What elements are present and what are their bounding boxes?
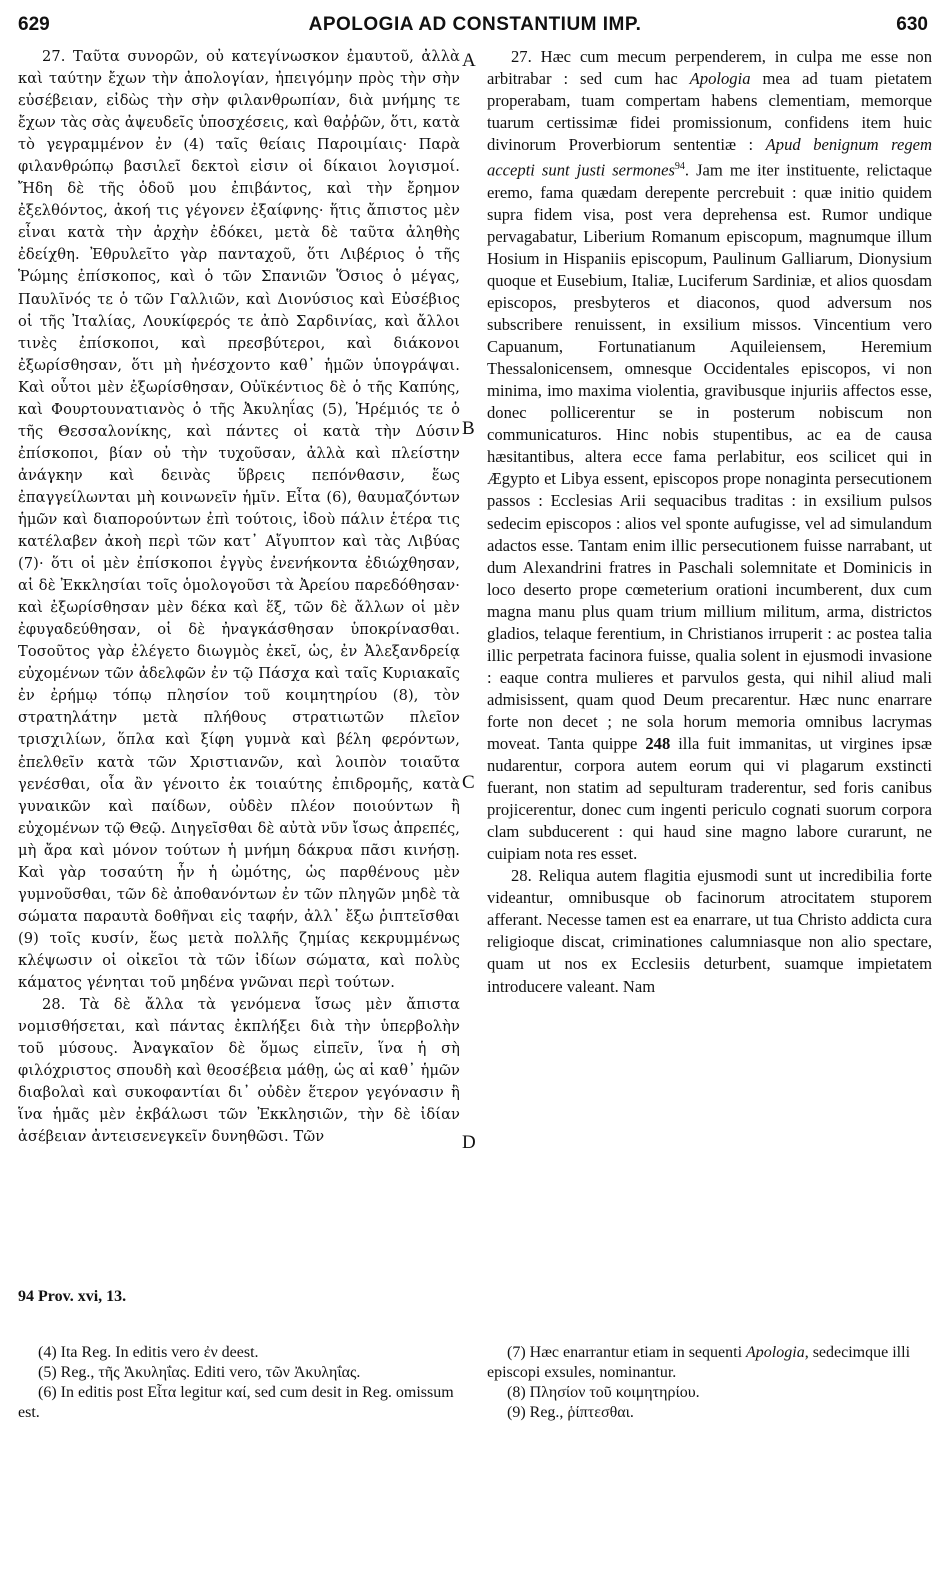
right-page-number: 630 (896, 14, 928, 35)
latin-text: mea ad tuam pietatem properabam, tuam compertam habens clementiam, memorque tuarum certissimæ fidei promissionum, confidens item huic divinorum Proverbiorum sententiæ : (487, 69, 933, 155)
margin-letter-a: A (462, 50, 476, 71)
note-4: (4) Ita Reg. In editis vero ἐν deest. (38, 1344, 259, 1361)
greek-column (18, 46, 460, 1148)
notes-left (18, 1343, 458, 1423)
note-6: (6) In editis post Εἶτα legitur καί, sed cum desit in Reg. omissum est. (18, 1384, 454, 1421)
margin-letter-c: C (462, 772, 475, 793)
note-5: (5) Reg., τῆς Ἀκυληΐας. Editi vero, τῶν Ἀκυληΐας. (38, 1364, 361, 1381)
latin-column (487, 46, 932, 998)
note-7 (487, 1343, 932, 1383)
page-header (0, 14, 950, 44)
latin-paragraph-28: 28. Reliqua autem flagitia ejusmodi sunt ut incredibilia forte videantur, omnibusque ob facinorum atrocitatem stuporem afferant. Necesse tamen est ea enarrare, ut tua Christo addicta cura religioque discat, criminationes calumniasque non alio spectare, quam ut nos ex Ecclesiis deturbent, suamque impietatem introducere valeant. Nam (487, 866, 932, 996)
footnote-marker: 94 (674, 161, 685, 173)
latin-text: . Jam me iter instituente, relictaque eremo, fama quædam derepente percrebuit : quæ initio quidem supra fidem visa, post vera deprehensa est. Rumor undique pervagabatur, Liberium Romanum episcopum, magnumque illum Hosium in Hispaniis episcopum, Paulinum Galliarum, Dionysium quoque et Eusebium, Italiæ, Luciferum Sardiniæ, et alios quosdam episcopos, presbyteros et diaconos, quod adversum nos subscribere renuissent, in exsilium missos. Vincentium vero Capuanum, Fortunatianum Aquileiensem, Heremium Thessalonicensem, omnesque Occidentales episcopos, vi non minima, imo maxima violentia, gravibusque injuriis affectos esse, donec pollicerentur se in posterum nobiscum non communicaturos. Hinc nobis stupentibus, ac ea de causa hæsitantibus, altera ecce fama perlabitur, eos scilicet qui in Ægypto et Libya essent, episcopos prope nonaginta persecutionem passos : Ecclesias Arii sequacibus traditas : in exsilium pulsos sedecim episcopos : alios vel sponte aufugisse, vel ad simulandum adactos esse. Tantam enim illic persecutionem fuisse narrabant, ut dum Alexandrini fratres in Paschali solemnitate et Dominicis in loco deserto prope cœmeterium orationi incumberent, dux cum magna manu plus quam trium millium militum, arma, districtos gladios, telaque ferentium, in Christianos irruperit : ac postea talia illic perpetrata facinora fuisse, qualia solent in ejusmodi invasione : eaque contra mulieres et parvulos gesta, qui nihil aliud mali admisissent, quam quod Deum precarentur. Hæc nunc enarrare forte non decet ; ne sola horum memoria omnibus lacrymas moveat. Tanta quippe (487, 160, 932, 753)
scripture-footnote: 94 Prov. xvi, 13. (18, 1288, 127, 1305)
note-italic: Apologia (746, 1344, 805, 1361)
greek-paragraph-28: 28. Τὰ δὲ ἄλλα τὰ γενόμενα ἴσως μὲν ἄπιστα νομισθήσεται, καὶ πάντας ἐκπλήξει διὰ τὴν ὑπερβολὴν τοῦ μύσους. Ἀναγκαῖον δὲ ὅμως εἰπεῖν, ἵνα ἡ σὴ φιλόχριστος σπουδὴ καὶ θεοσέβεια μάθῃ, ὡς αἱ καθ᾽ ἡμῶν διαβολαὶ καὶ συκοφαντίαι δι᾽ οὐδὲν ἕτερον γεγόνασιν ἢ ἵνα ἡμᾶς μὲν ἐκβάλωσι τῶν Ἐκκλησιῶν, τὴν δὲ ἰδίαν ἀσέβειαν ἀντεισενεγκεῖν δυνηθῶσι. Τῶν (18, 996, 460, 1146)
note-9: (9) Reg., ῥίπτεσθαι. (507, 1404, 634, 1421)
running-title: APOLOGIA AD CONSTANTIUM IMP. (308, 14, 642, 35)
latin-paragraph-27 (487, 46, 932, 865)
left-page-number: 629 (18, 14, 50, 35)
margin-letter-b: B (462, 418, 475, 439)
latin-text: illa fuit immanitas, ut virgines ipsæ nudarentur, corpora autem eorum qui vi plagarum exstincti fuerant, non statim ad sepulturam traderentur, sed foris canibus projicerentur, donec cum ingenti periculo cognati suorum corpora clam subducerent : qui haud sine magno labore curarunt, ne cuipiam nota res esset. (487, 733, 932, 864)
latin-quote: Apud benignum regem accepti sunt justi sermones (487, 135, 932, 180)
latin-italic: Apologia (689, 69, 751, 89)
original-page-number: 248 (645, 733, 671, 753)
note-8: (8) Πλησίον τοῦ κοιμητηρίου. (507, 1384, 700, 1401)
note-text: , sedecimque illi episcopi exsules, nominantur. (487, 1344, 911, 1381)
greek-paragraph-27: 27. Ταῦτα συνορῶν, οὐ κατεγίνωσκον ἐμαυτοῦ, ἀλλὰ καὶ ταύτην ἔχων τὴν ἀπολογίαν, ἠπειγόμην πρὸς τὴν σὴν εὐσέβειαν, εἰδὼς τὴν σὴν φιλανθρωπίαν, διὰ μνήμης τε ἔχων τὰς σὰς ἀψευδεῖς ὑποσχέσεις, καὶ θαῤῥῶν, ὅτι, κατὰ τὸ γεγραμμένον ἐν (4) ταῖς θείαις Παροιμίαις· Παρὰ φιλανθρώπῳ βασιλεῖ δεκτοὶ εἰσιν οἱ δίκαιοι λογισμοί. Ἤδη δὲ τῆς ὁδοῦ μου ἐπιβάντος, καὶ τὴν ἔρημον ἐξελθόντος, ἀκοή τις γέγονεν ἐξαίφνης· ἥτις ἄπιστος μὲν εἶναι κατὰ τὴν ἀρχὴν ἐδόκει, μετὰ δὲ ταῦτα ἀληθὴς ἐδείχθη. Ἐθρυλεῖτο γὰρ πανταχοῦ, ὅτι Λιβέριος ὁ τῆς Ῥώμης ἐπίσκοπος, καὶ ὁ τῶν Σπανιῶν Ὅσιος ὁ μέγας, Παυλῖνός τε ὁ τῶν Γαλλιῶν, καὶ Διονύσιος καὶ Εὐσέβιος οἱ τῆς Ἰταλίας, Λουκίφερός τε ἀπὸ Σαρδινίας, καὶ ἄλλοι τινὲς ἐπίσκοποι, καὶ πρεσβύτεροι, καὶ διάκονοι ἐξωρίσθησαν, ὅτι μὴ ἠνέσχοντο καθ᾽ ἡμῶν ὑπογράψαι. Καὶ οὗτοι μὲν ἐξωρίσθησαν, Οὐϊκέντιος δὲ ὁ τῆς Καπύης, καὶ Φουρτουνατιανὸς ὁ τῆς Ἀκυληΐας (5), Ἡρέμιός τε ὁ τῆς Θεσσαλονίκης, καὶ πάντες οἱ κατὰ τὴν Δύσιν ἐπίσκοποι, βίαν οὐ τὴν τυχοῦσαν, ἀλλὰ καὶ πλείστην ἀνάγκην καὶ δεινὰς ὕβρεις πεπόνθασιν, ἕως ἐπαγγείλωνται μὴ κοινωνεῖν ἡμῖν. Εἶτα (6), θαυμαζόντων ἡμῶν καὶ διαπορούντων ἐπὶ τούτοις, ἰδοὺ πάλιν ἑτέρα τις κατέλαβεν ἀκοὴ περὶ τῶν κατ᾽ Αἴγυπτον καὶ τὰς Λιβύας (7)· ὅτι οἱ μὲν ἐπίσκοποι ἐγγὺς ἐνενήκοντα ἐδιώχθησαν, αἱ δὲ Ἐκκλησίαι τοῖς ὁμολογοῦσι τὰ Ἀρείου παρεδόθησαν· καὶ ἐξωρίσθησαν μὲν δέκα καὶ ἕξ, τῶν δὲ ἄλλων οἱ μὲν ἐφυγαδεύθησαν, οἱ δὲ ἠναγκάσθησαν ὑποκρίνασθαι. Τοσοῦτος γὰρ ἐλέγετο διωγμὸς ἐκεῖ, ὡς, ἐν Ἀλεξανδρείᾳ εὐχομένων τῶν ἀδελφῶν ἐν τῷ Πάσχα καὶ ταῖς Κυριακαῖς ἐν ἐρήμῳ τόπῳ πλησίον τοῦ κοιμητηρίου (8), τὸν στρατηλάτην μετὰ πλήθους στρατιωτῶν πλεῖον τρισχιλίων, ὅπλα καὶ ξίφη γυμνὰ καὶ βέλη φερόντων, ἐπελθεῖν κατὰ τῶν Χριστιανῶν, καὶ λοιπὸν τοιαῦτα γενέσθαι, οἷα ἂν γένοιτο ἐκ τοιαύτης ἐπιδρομῆς, κατὰ γυναικῶν καὶ παίδων, οὐδὲν πλέον ποιούντων ἢ εὐχομένων τῷ Θεῷ. Διηγεῖσθαι δὲ αὐτὰ νῦν ἴσως ἀπρεπές, μὴ ἄρα καὶ μόνον τούτων ἡ μνήμη δάκρυα πᾶσι κινήσῃ. Καὶ γὰρ τοσαύτη ἦν ἡ ὠμότης, ὡς παρθένους μὲν γυμνοῦσθαι, τῶν δὲ ἀποθανόντων ἐν τῶν πληγῶν μηδὲ τὰ σώματα παραυτὰ δοθῆναι εἰς ταφήν, ἀλλ᾽ ἔξω ῥιπτεῖσθαι (9) τοῖς κυσίν, ἕως μετὰ πολλῆς ζημίας κεκρυμμένως κλέψωσιν οἱ οἰκεῖοι τὰ τῶν ἰδίων σώματα, καὶ πολὺς κάματος γένηται τοῦ μηδένα γνῶναι περὶ τούτων. (18, 48, 460, 991)
notes-right (487, 1343, 932, 1423)
note-text: (7) Hæc enarrantur etiam in sequenti (507, 1344, 747, 1361)
latin-text: 27. Hæc cum mecum perpenderem, in culpa me esse non arbitrabar : sed cum hac (487, 47, 932, 89)
margin-letter-d: D (462, 1132, 476, 1153)
